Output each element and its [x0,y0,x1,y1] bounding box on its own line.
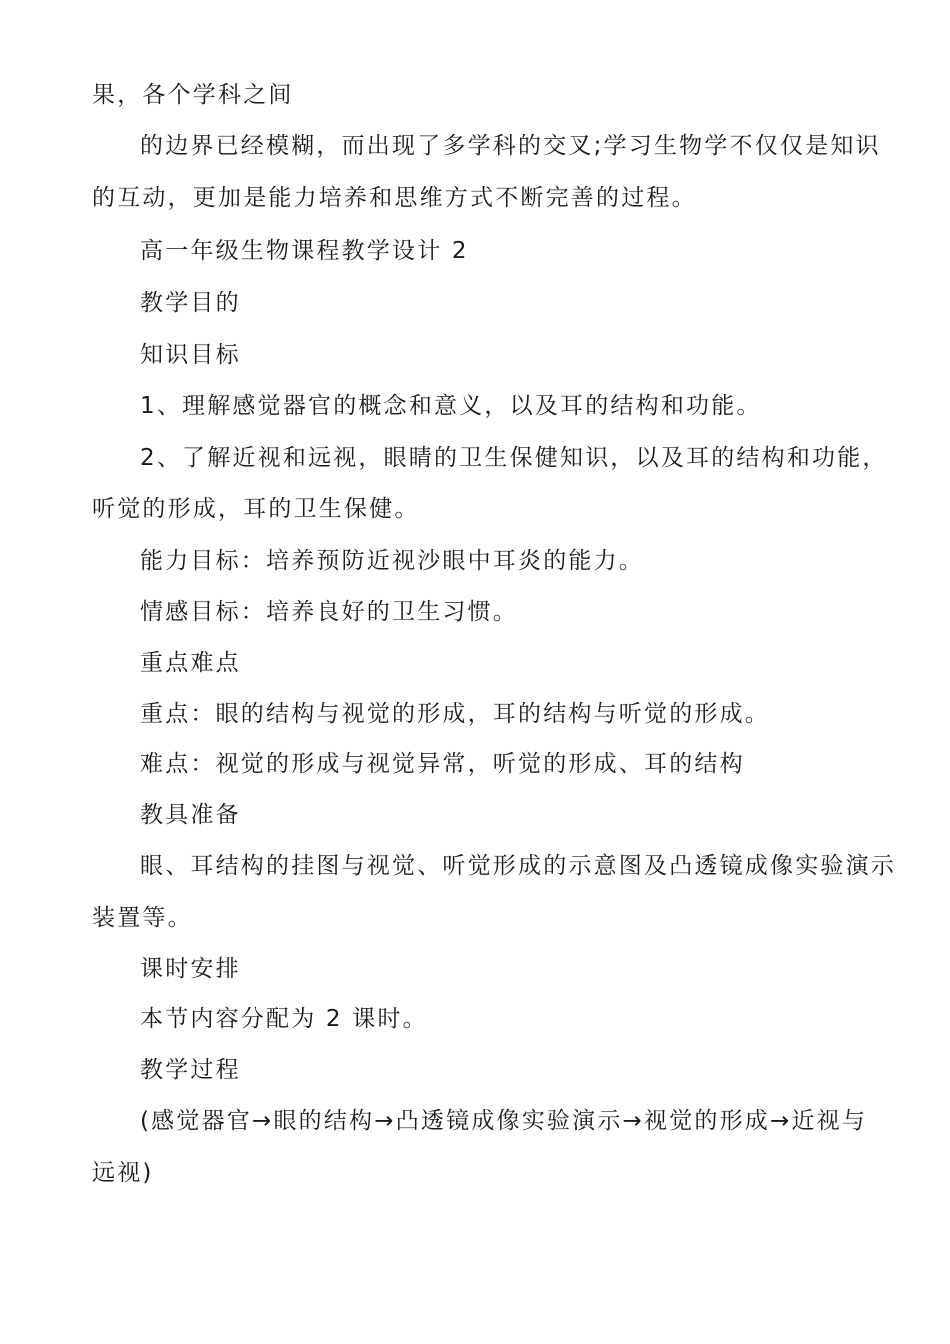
section-heading: 教具准备 [140,802,241,828]
section-heading: 高一年级生物课程教学设计 2 [140,238,469,264]
text-line: 的互动，更加是能力培养和思维方式不断完善的过程。 [92,185,697,211]
text-line: 能力目标：培养预防近视沙眼中耳炎的能力。 [140,548,644,574]
text-line: 难点：视觉的形成与视觉异常，听觉的形成、耳的结构 [140,751,745,777]
text-line: 眼、耳结构的挂图与视觉、听觉形成的示意图及凸透镜成像实验演示 [140,853,896,879]
text-line: 情感目标：培养良好的卫生习惯。 [140,599,518,625]
text-line: 1、理解感觉器官的概念和意义，以及耳的结构和功能。 [140,393,762,419]
text-line: 2、了解近视和远视，眼睛的卫生保健知识，以及耳的结构和功能， [140,445,888,471]
text-line: 的边界已经模糊，而出现了多学科的交叉;学习生物学不仅仅是知识 [140,133,881,159]
text-line: 远视) [92,1160,154,1186]
text-line: 果，各个学科之间 [92,82,294,108]
text-line: 本节内容分配为 2 课时。 [140,1006,428,1032]
section-heading: 教学目的 [140,290,241,316]
text-line: 装置等。 [92,905,193,931]
text-line: 听觉的形成，耳的卫生保健。 [92,496,420,522]
section-heading: 重点难点 [140,650,241,676]
text-line: (感觉器官→眼的结构→凸透镜成像实验演示→视觉的形成→近视与 [140,1108,868,1134]
section-heading: 知识目标 [140,342,241,368]
text-line: 重点：眼的结构与视觉的形成，耳的结构与听觉的形成。 [140,701,770,727]
section-heading: 教学过程 [140,1057,241,1083]
section-heading: 课时安排 [140,956,241,982]
